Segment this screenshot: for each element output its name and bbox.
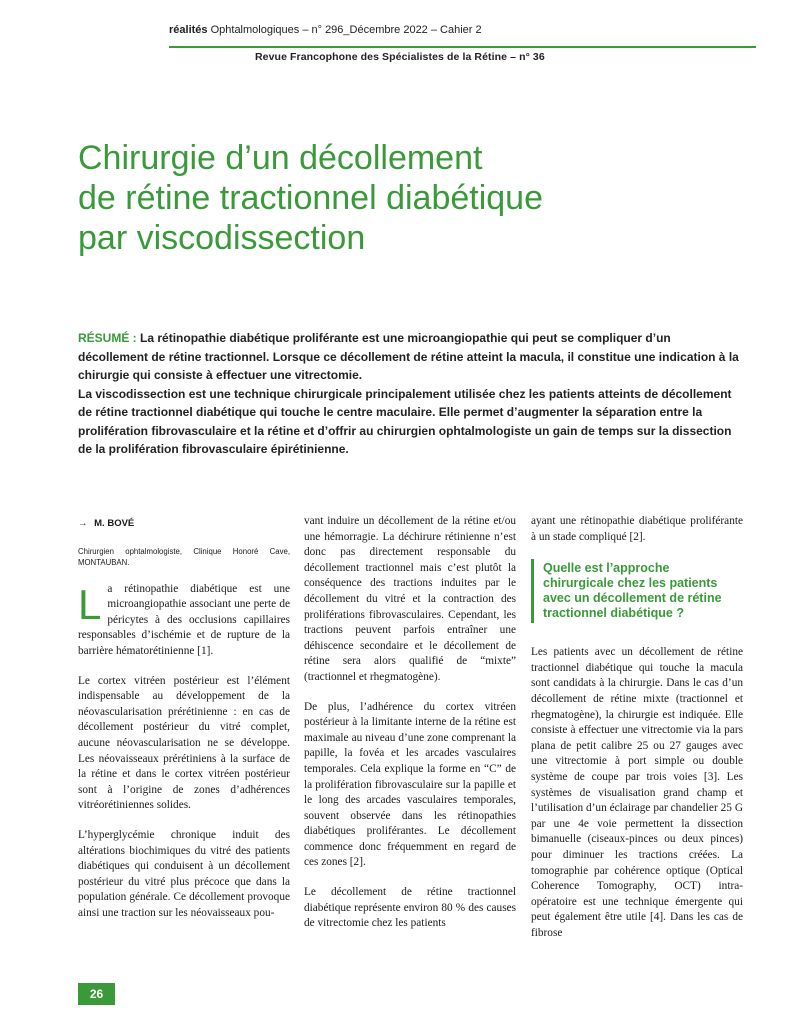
body-paragraph: vant induire un décollement de la rétine et/ou une hémorragie. La déchirure rétinienne n’est donc pas directement responsable du décollement tractionnel mais c’est plutôt la conséquence des tractions induites par le décollement du vitré et la contraction des proliférations fibrovasculaires. Cependant, les tractions peuvent parfois entraîner une déhiscence secondaire et le décollement de rétine sera alors qualifié de “mixte” (tractionnel et rhegmatogène). [304, 515, 516, 683]
title-line-3: par viscodissection [78, 219, 366, 257]
author [78, 516, 290, 532]
journal-name: réalités [169, 24, 208, 36]
body-paragraph: De plus, l’adhérence du cortex vitréen postérieur à la limitante interne de la rétine est maximale au niveau d’une zone comprenant la papille, la fovéa et les arcades vasculaires temporales. Cela explique la forme en “C” de la prolifération fibrovasculaire sur la papille et le long des arcades vasculaires temporales, souvent observée dans les rétinopathies diabétiques proliférantes. Le décollement commence donc fréquemment en regard de ces zones [2]. [304, 700, 516, 869]
column-2 [304, 514, 516, 946]
header-divider [169, 46, 756, 48]
column-3 [531, 514, 743, 955]
author-affiliation: Chirurgien ophtalmologiste, Clinique Honoré Cave, MONTAUBAN. [78, 546, 290, 567]
abstract-paragraph-2: La viscodissection est une technique chirurgicale principalement utilisée chez les patients atteints de décollement de rétine tractionnel diabétique qui touche le centre maculaire. Elle permet d’augmenter la séparation entre la prolifération fibrovasculaire et la rétine et d’offrir au chirurgien ophtalmologiste un gain de temps sur la dissection de la prolifération fibrovasculaire épirétinienne. [78, 386, 732, 456]
body-paragraph [78, 582, 290, 660]
body-paragraph: Les patients avec un décollement de rétine tractionnel diabétique qui touche la macula sont candidats à la chirurgie. Dans le cas d’un décollement de rétine mixte (tractionnel et rhegmatogène), la chirurgie est indiquée. Elle consiste à effectuer une vitrectomie via la pars plana de petit calibre 25 ou 27 gauges avec une vitrectomie à port simple ou double système de coupe par trois voies [3]. Les systèmes de visualisation grand champ et l’utilisation d’un éclairage par chandelier 25 G par une 4e voie permettent la dissection bimanuelle (ciseaux-pinces ou deux pinces) pour diminuer les tractions créées. La tomographie par cohérence optique (Optical Coherence Tomography, OCT) intra-opératoire est une technique émergente qui peut également être utile [4]. Dans les cas de fibrose [531, 646, 743, 939]
title-line-2: de rétine tractionnel diabétique [78, 179, 543, 217]
drop-cap: L [78, 580, 102, 628]
section-heading: Quelle est l’approche chirurgicale chez les patients avec un décollement de rétine tractionnel diabétique ? [531, 559, 743, 623]
paragraph-text: a rétinopathie diabétique est une microangiopathie associant une perte de péricytes à des occlusions capillaires responsables d’ischémie et de rupture de la barrière hématorétinienne [1]. [78, 582, 290, 657]
journal-subtitle: Revue Francophone des Spécialistes de la Rétine – n° 36 [255, 51, 545, 63]
body-paragraph: Le décollement de rétine tractionnel diabétique représente environ 80 % des causes de vitrectomie chez les patients [304, 886, 516, 930]
journal-issue: Ophtalmologiques – n° 296_Décembre 2022 – Cahier 2 [210, 24, 482, 36]
body-paragraph: ayant une rétinopathie diabétique proliférante à un stade compliqué [2]. [531, 515, 743, 543]
abstract [78, 329, 744, 459]
body-paragraph: L’hyperglycémie chronique induit des altérations biochimiques du vitré des patients diabétiques qui conduisent à un décollement postérieur du vitré plus précoce que dans la population générale. Ce décollement provoque ainsi une traction sur les néovaisseaux pou- [78, 828, 290, 919]
arrow-icon: → [78, 518, 88, 529]
abstract-label: RÉSUMÉ : [78, 331, 137, 345]
column-1 [78, 516, 290, 935]
author-name: M. BOVÉ [94, 518, 135, 529]
article-title [78, 138, 728, 258]
abstract-paragraph-1: La rétinopathie diabétique proliférante est une microangiopathie qui peut se compliquer d’un décollement de rétine tractionnel. Lorsque ce décollement de rétine atteint la macula, il constitue une indication à la chirurgie qui consiste à effectuer une vitrectomie. [78, 331, 739, 382]
body-paragraph: Le cortex vitréen postérieur est l’élément indispensable au développement de la néovascularisation prérétinienne : en cas de décollement postérieur du vitré complet, aucune néovascularisation ne se développe. Les néovaisseaux prérétiniens à la surface de la rétine et dans le cortex vitréen postérieur sont à l’origine de zones d’adhérences vitréorétiniennes solides. [78, 674, 290, 812]
page-number: 26 [78, 983, 115, 1005]
title-line-1: Chirurgie d’un décollement [78, 139, 483, 177]
journal-header [169, 24, 756, 36]
